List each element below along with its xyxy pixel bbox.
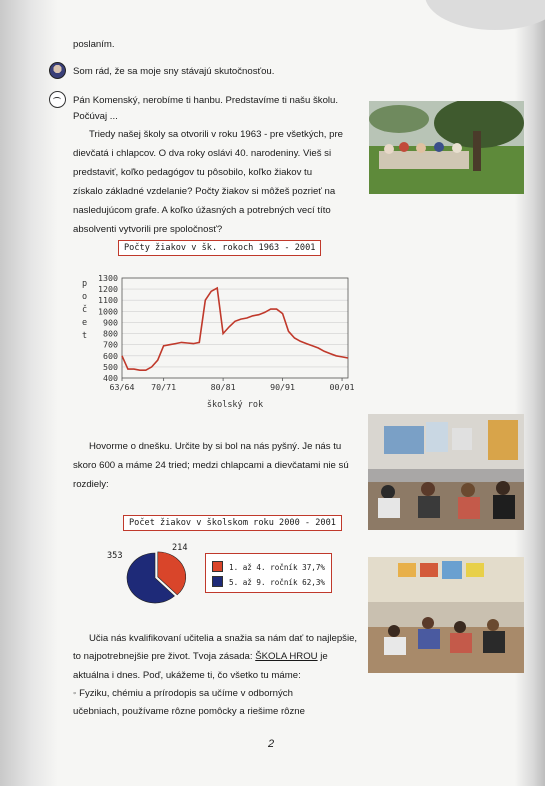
list-item: ◦ Fyziku, chémiu a prírodopis sa učíme v odborných [73,688,293,699]
photo-kids-on-floor [368,557,524,673]
dialogue-child: Som rád, že sa moje sny stávajú skutočnosťou. [73,66,275,77]
photo-classroom [368,414,524,530]
paragraph-line: Hovorme o dnešku. Určite by si bol na nás pyšný. Je nás tu [89,441,342,452]
y-tick-label: 700 [103,339,118,350]
y-tick-label: 800 [103,328,118,339]
x-tick-label: 70/71 [151,382,177,392]
paragraph-line: získalo základné vzdelanie? Počty žiakov si môžeš pozrieť na [73,186,336,197]
page-curl [425,0,545,30]
x-axis-label: školský rok [206,400,264,410]
x-tick-label: 63/64 [109,382,135,392]
legend-swatch-grades-5-9 [212,576,223,587]
paragraph-line: nasledujúcom grafe. A koľko úžasných a potrebných vecí títo [73,205,331,216]
text-line: Počúvaj ... [73,111,118,122]
paragraph-line: učebniach, používame rôzne pomôcky a riešime rôzne [73,706,305,717]
paragraph-line: dievčatá i chlapcov. O dva roky oslávi 40. narodeniny. Vieš si [73,148,332,159]
y-tick-label: 900 [103,317,118,328]
chart-title-pie: Počet žiakov v školskom roku 2000 - 2001 [123,515,342,531]
y-tick-label: 1300 [98,273,118,283]
motto-skola-hrou: ŠKOLA HROU [255,651,318,662]
y-axis-label: p o č e t [82,279,88,341]
legend-swatch-grades-1-4 [212,561,223,572]
teacher-avatar-icon [49,91,66,108]
pie-chart [122,548,192,608]
legend-item: 5. až 9. ročník 62,3% [212,576,325,587]
x-tick-label: 90/91 [270,382,296,392]
chart-title-line: Počty žiakov v šk. rokoch 1963 - 2001 [118,240,321,256]
paragraph-line: Triedy našej školy sa otvorili v roku 1963 - pre všetkých, pre [89,129,343,140]
y-tick-label: 1000 [98,306,118,317]
bullet-icon: ◦ [73,688,80,699]
paragraph-line: to najpotrebnejšie pre život. Tvoja zásada: ŠKOLA HROU je [73,651,328,662]
pie-data-label-grades-1-4: 214 [172,543,188,553]
dialogue-teacher: Pán Komenský, nerobíme ti hanbu. Predstavíme ti našu školu. [73,95,339,106]
x-tick-label: 80/81 [210,382,236,392]
x-tick-label: 00/01 [329,382,355,392]
photo-outdoor-class [369,101,524,194]
pie-legend [205,553,332,593]
paragraph-line: skoro 600 a máme 24 tried; medzi chlapcami a dievčatami nie sú [73,460,349,471]
paragraph-line: rozdiely: [73,479,109,490]
y-tick-label: 500 [103,361,118,372]
legend-item: 1. až 4. ročník 37,7% [212,561,325,572]
page-number: 2 [268,738,275,750]
y-tick-label: 600 [103,350,118,361]
child-avatar-icon [49,62,66,79]
paragraph-line: Učia nás kvalifikovaní učitelia a snažia sa nám dať to najlepšie, [89,633,358,644]
y-tick-label: 1200 [98,284,118,295]
paragraph-line: predstaviť, koľko pedagógov tu pôsobilo, koľko žiakov tu [73,167,313,178]
line-chart [60,268,360,413]
text-line: poslaním. [73,39,115,50]
y-tick-label: 400 [103,373,118,383]
paragraph-line: aktuálna i dnes. Poď, ukážeme ti, čo všetko tu máme: [73,670,301,681]
y-tick-label: 1100 [98,295,118,306]
page-shadow-left [0,0,58,786]
paragraph-line: absolventi vytvorili pre spoločnosť? [73,224,223,235]
pie-data-label-grades-5-9: 353 [107,551,123,561]
